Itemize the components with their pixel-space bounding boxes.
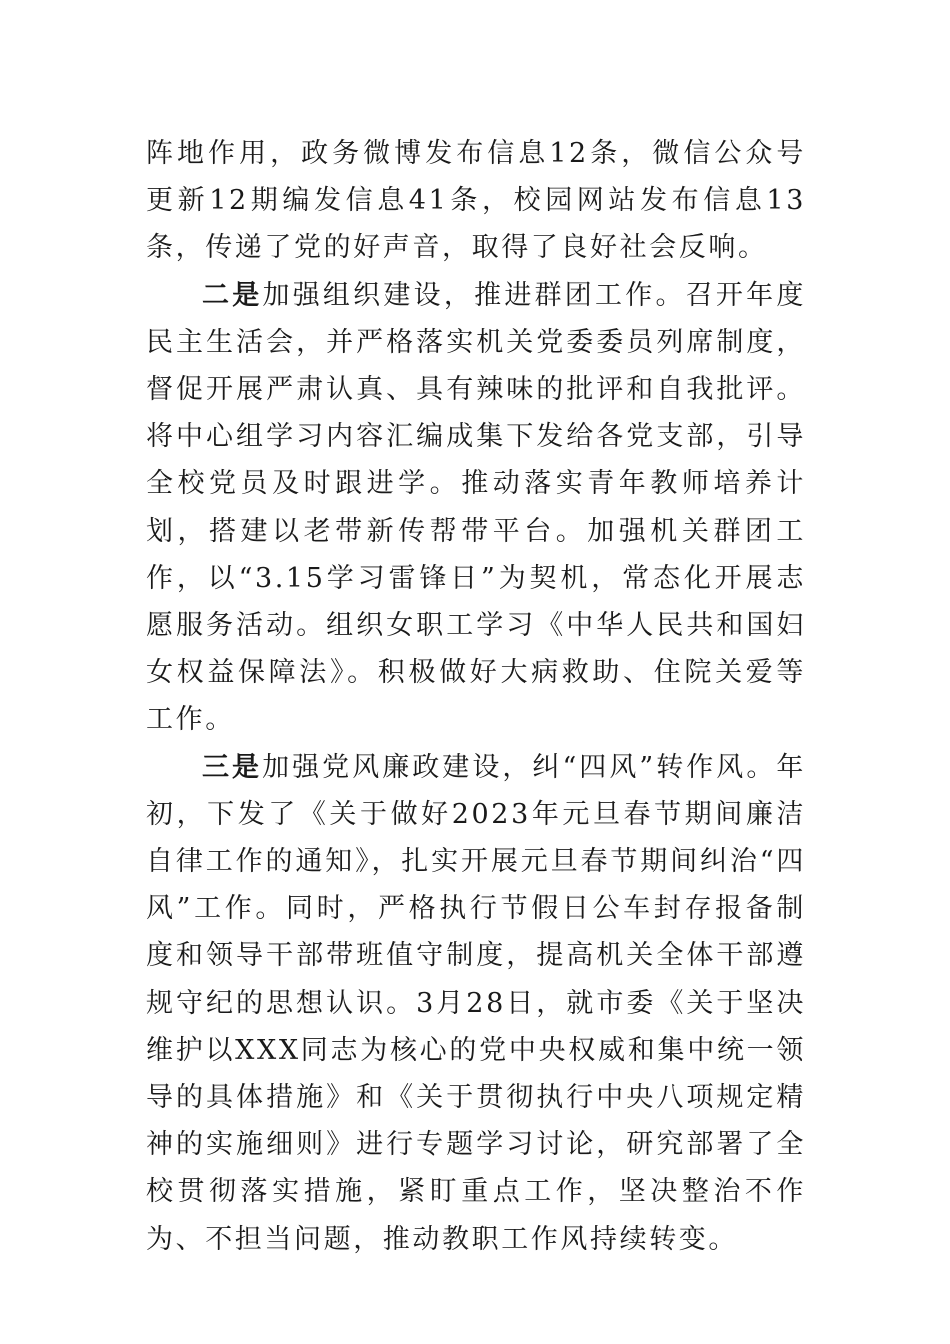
paragraph-text: 加强组织建设，推进群团工作。召开年度民主生活会，并严格落实机关党委委员列席制度，督促开展严肃认真、具有辣味的批评和自我批评。将中心组学习内容汇编成集下发给各党支部，引导全校党员及时跟进学。推动落实青年教师培养计划，搭建以老带新传帮带平台。加强机关群团工作，以“3.15学习雷锋日”为契机，常态化开展志愿服务活动。组织女职工学习《中华人民共和国妇女权益保障法》。积极做好大病救助、住院关爱等工作。 [146,279,806,736]
paragraph-lead: 三是 [202,751,263,783]
paragraph-text: 阵地作用，政务微博发布信息12条，微信公众号更新12期编发信息41条，校园网站发布信息13条，传递了党的好声音，取得了良好社会反响。 [146,138,806,264]
paragraph-integrity-building [146,744,806,1263]
document-body [146,130,806,1263]
paragraph-lead: 二是 [202,279,263,311]
paragraph-text: 加强党风廉政建设，纠“四风”转作风。年初，下发了《关于做好2023年元旦春节期间廉洁自律工作的通知》，扎实开展元旦春节期间纠治“四风”工作。同时，严格执行节假日公车封存报备制度和领导干部带班值守制度，提高机关全体干部遵规守纪的思想认识。3月28日，就市委《关于坚决维护以XXX同志为核心的党中央权威和集中统一领导的具体措施》和《关于贯彻执行中央八项规定精神的实施细则》进行专题学习讨论，研究部署了全校贯彻落实措施，紧盯重点工作，坚决整治不作为、不担当问题，推动教职工作风持续转变。 [146,751,806,1255]
paragraph-continuation [146,130,806,272]
paragraph-organization-building [146,272,806,744]
